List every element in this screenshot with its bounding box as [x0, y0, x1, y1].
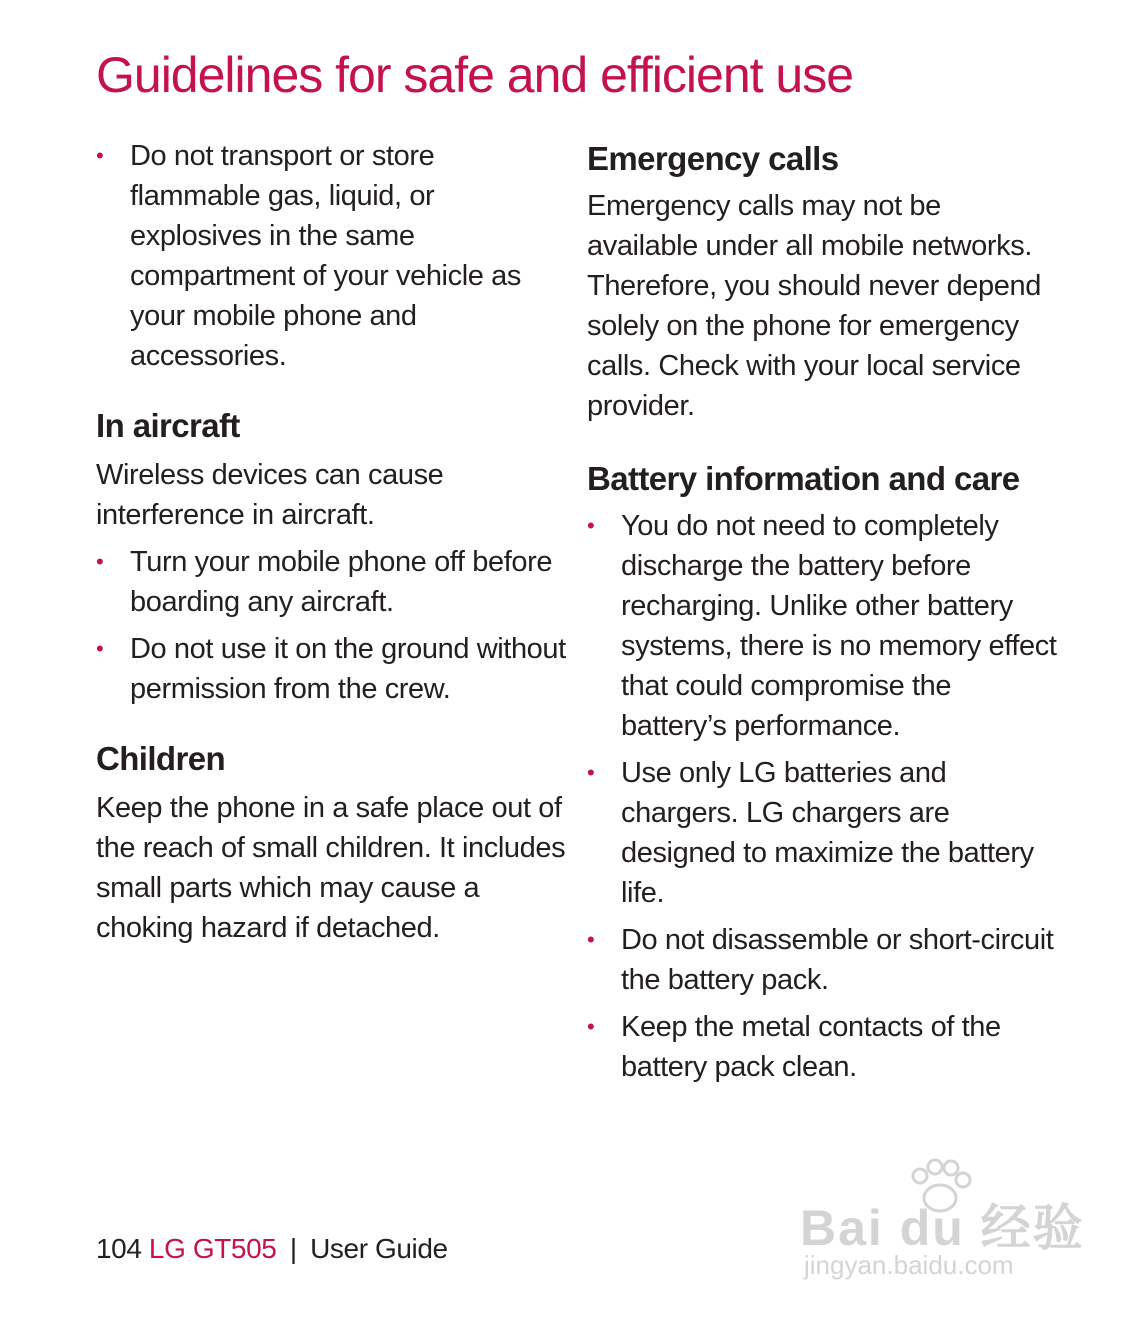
model-name: LG GT505	[148, 1233, 277, 1264]
bullet-icon: •	[96, 143, 104, 168]
bullet-icon: •	[587, 513, 595, 538]
bullet-text: Do not transport or store flammable gas, liquid, or explosives in the same compartment of your vehicle as your mobile phone and accessories.	[130, 140, 521, 372]
emergency-text: Emergency calls may not be available under all mobile networks. Therefore, you should never depend solely on the phone for emergency calls. Check with your local service provider.	[587, 190, 1041, 422]
footer-separator: |	[289, 1233, 297, 1264]
page-number: 104	[96, 1233, 142, 1264]
bullet-icon: •	[587, 927, 595, 952]
section-heading-battery: Battery information and care	[587, 460, 1020, 497]
page-title: Guidelines for safe and efficient use	[96, 47, 854, 103]
list-item	[96, 136, 566, 376]
page-footer	[96, 1230, 448, 1268]
bullet-icon: •	[96, 549, 104, 574]
bullet-text: You do not need to completely discharge the battery before recharging. Unlike other battery systems, there is no memory effect that could compromise the battery’s performance.	[621, 510, 1057, 742]
list-item	[587, 920, 1057, 1000]
bullet-icon: •	[587, 1014, 595, 1039]
bullet-text: Do not use it on the ground without permission from the crew.	[130, 633, 566, 705]
left-column	[96, 136, 566, 948]
watermark	[800, 1158, 1100, 1288]
bullet-text: Use only LG batteries and chargers. LG chargers are designed to maximize the battery life.	[621, 757, 1034, 909]
list-item	[587, 753, 1057, 913]
bullet-text: Keep the metal contacts of the battery pack clean.	[621, 1011, 1001, 1083]
list-item	[587, 1007, 1057, 1087]
bullet-text: Do not disassemble or short-circuit the battery pack.	[621, 924, 1054, 996]
section-heading-emergency: Emergency calls	[587, 140, 839, 177]
list-item	[587, 506, 1057, 746]
bullet-icon: •	[587, 760, 595, 785]
list-item	[96, 629, 566, 709]
aircraft-text: Wireless devices can cause interference in aircraft.	[96, 459, 444, 531]
section-heading-children: Children	[96, 740, 226, 777]
guide-label: User Guide	[310, 1233, 448, 1264]
list-item	[96, 542, 566, 622]
right-column	[587, 138, 1057, 1094]
watermark-url: jingyan.baidu.com	[804, 1250, 1014, 1280]
bullet-icon: •	[96, 636, 104, 661]
watermark-logo: Bai du 经验	[800, 1200, 1085, 1256]
children-text: Keep the phone in a safe place out of the reach of small children. It includes small parts which may cause a choking hazard if detached.	[96, 792, 566, 944]
bullet-text: Turn your mobile phone off before boarding any aircraft.	[130, 546, 553, 618]
section-heading-aircraft: In aircraft	[96, 407, 240, 444]
